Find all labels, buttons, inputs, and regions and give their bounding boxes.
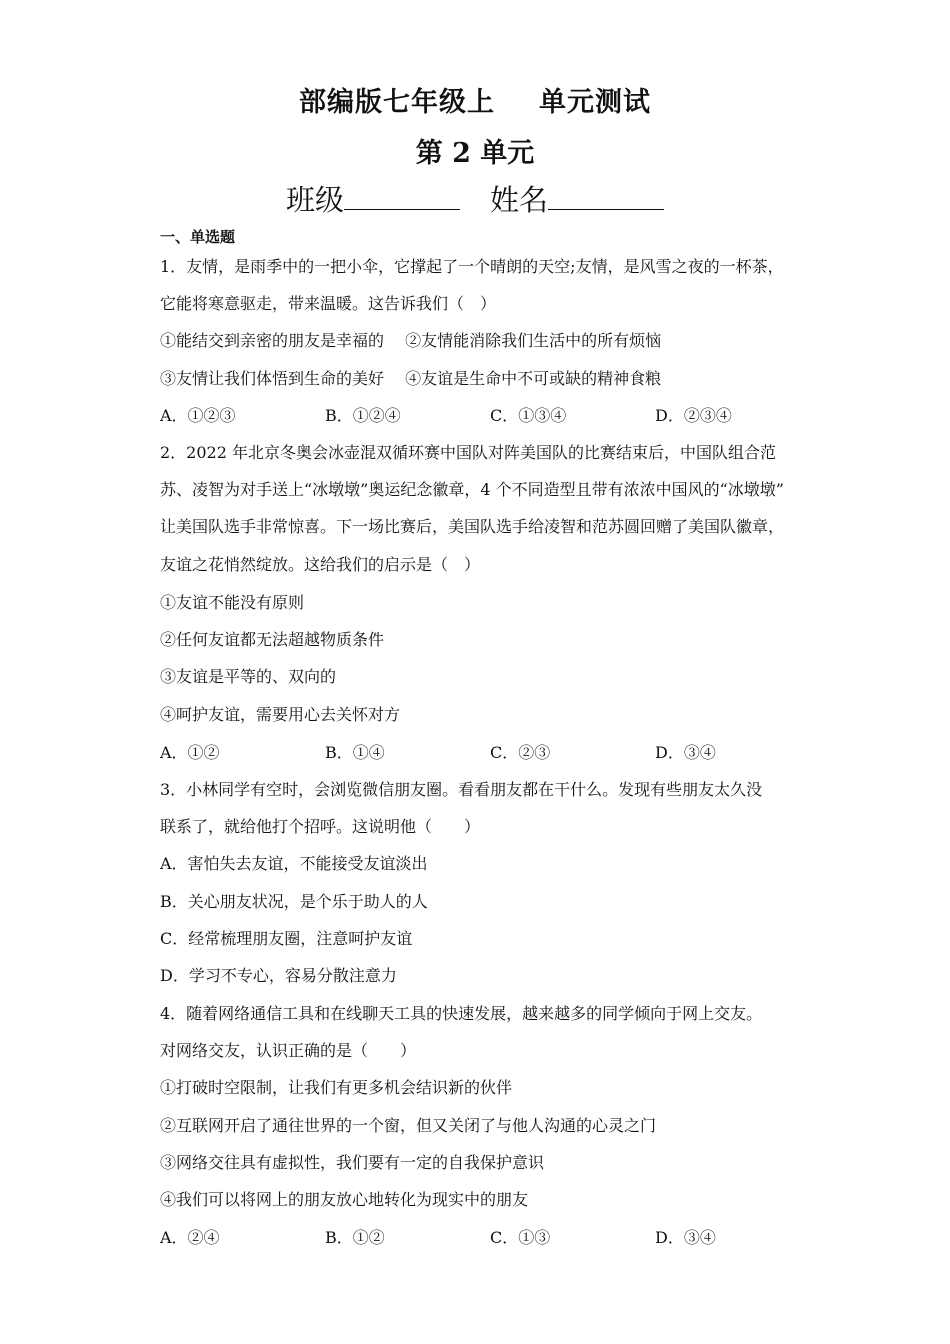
q2-stem-line2: 苏、凌智为对手送上“冰墩墩”奥运纪念徽章，4 个不同造型且带有浓浓中国风的“冰墩墩”	[160, 480, 784, 499]
q4-statement-2: ②互联网开启了通往世界的一个窗，但又关闭了与他人沟通的心灵之门	[160, 1116, 657, 1135]
q4-statement-1: ①打破时空限制，让我们有更多机会结识新的伙伴	[160, 1078, 513, 1097]
class-label: 班级	[285, 183, 344, 217]
q1-option-a[interactable]: A．①②③	[160, 406, 236, 425]
unit-title: 第 2 单元	[415, 138, 535, 169]
q1-statements-3-4: ③友情让我们体悟到生命的美好 ④友谊是生命中不可或缺的精神食粮	[160, 369, 662, 388]
class-blank[interactable]	[344, 183, 460, 210]
section-heading: 一、单选题	[160, 228, 236, 246]
q3-stem-line2: 联系了，就给他打个招呼。这说明他（ ）	[160, 817, 481, 836]
q2-options	[160, 740, 820, 763]
name-label: 姓名	[490, 183, 549, 217]
q4-stem-line1: 4．随着网络通信工具和在线聊天工具的快速发展，越来越多的同学倾向于网上交友。	[160, 1004, 763, 1023]
q3-option-d[interactable]: D．学习不专心，容易分散注意力	[160, 966, 397, 985]
q2-stem-line4: 友谊之花悄然绽放。这给我们的启示是（ ）	[160, 555, 481, 574]
page-title	[0, 80, 950, 119]
title-test: 单元测试	[539, 87, 651, 118]
q4-statement-3: ③网络交往具有虚拟性，我们要有一定的自我保护意识	[160, 1153, 545, 1172]
q1-stem-line2: 它能将寒意驱走，带来温暖。这告诉我们（ ）	[160, 294, 497, 313]
q2-option-c[interactable]: C．②③	[490, 743, 551, 762]
q2-statement-1: ①友谊不能没有原则	[160, 593, 305, 612]
student-info	[0, 178, 950, 219]
q1-options	[160, 403, 820, 426]
q4-statement-4: ④我们可以将网上的朋友放心地转化为现实中的朋友	[160, 1190, 529, 1209]
q2-stem-line1: 2．2022 年北京冬奥会冰壶混双循环赛中国队对阵美国队的比赛结束后，中国队组合范	[160, 443, 776, 462]
q1-option-d[interactable]: D．②③④	[655, 406, 732, 425]
q3-option-c[interactable]: C．经常梳理朋友圈，注意呵护友谊	[160, 929, 413, 948]
q2-stem-line3: 让美国队选手非常惊喜。下一场比赛后，美国队选手给凌智和范苏圆回赠了美国队徽章，	[160, 517, 785, 536]
q3-option-a[interactable]: A．害怕失去友谊，不能接受友谊淡出	[160, 854, 428, 873]
q1-option-b[interactable]: B．①②④	[325, 406, 401, 425]
q2-statement-3: ③友谊是平等的、双向的	[160, 667, 337, 686]
q4-option-b[interactable]: B．①②	[325, 1228, 385, 1247]
q2-statement-2: ②任何友谊都无法超越物质条件	[160, 630, 385, 649]
q4-options	[160, 1225, 820, 1248]
q1-stem-line1: 1．友情，是雨季中的一把小伞，它撑起了一个晴朗的天空;友情，是风雪之夜的一杯茶，	[160, 257, 784, 276]
q3-stem-line1: 3．小林同学有空时，会浏览微信朋友圈。看看朋友都在干什么。发现有些朋友太久没	[160, 780, 763, 799]
q4-option-d[interactable]: D．③④	[655, 1228, 716, 1247]
q2-statement-4: ④呵护友谊，需要用心去关怀对方	[160, 705, 401, 724]
q4-option-a[interactable]: A．②④	[160, 1228, 220, 1247]
q2-option-b[interactable]: B．①④	[325, 743, 385, 762]
title-grade: 部编版七年级上	[299, 87, 495, 118]
name-blank[interactable]	[548, 183, 664, 210]
q3-option-b[interactable]: B．关心朋友状况，是个乐于助人的人	[160, 892, 428, 911]
q1-option-c[interactable]: C．①③④	[490, 406, 567, 425]
q1-statements-1-2: ①能结交到亲密的朋友是幸福的 ②友情能消除我们生活中的所有烦恼	[160, 331, 662, 350]
q2-option-a[interactable]: A．①②	[160, 743, 220, 762]
q2-option-d[interactable]: D．③④	[655, 743, 716, 762]
q4-option-c[interactable]: C．①③	[490, 1228, 551, 1247]
q4-stem-line2: 对网络交友，认识正确的是（ ）	[160, 1041, 417, 1060]
